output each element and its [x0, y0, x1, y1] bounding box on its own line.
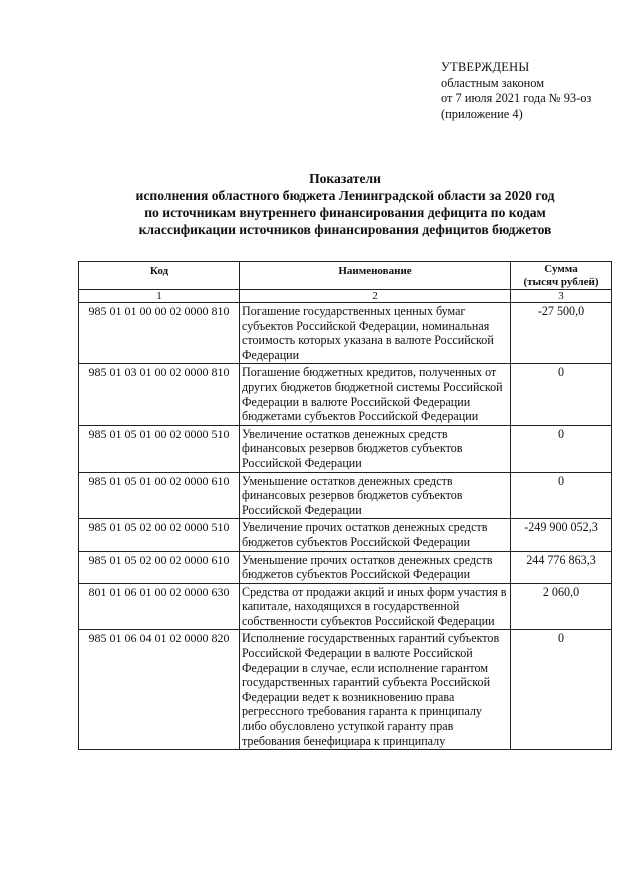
row-sum: 0 — [511, 630, 612, 750]
row-code: 985 01 03 01 00 02 0000 810 — [79, 364, 240, 425]
table-row — [79, 519, 612, 551]
row-name: Уменьшение прочих остатков денежных средств бюджетов субъектов Российской Федерации — [240, 551, 511, 583]
approval-appendix: (приложение 4) — [441, 106, 523, 121]
row-code: 801 01 06 01 00 02 0000 630 — [79, 583, 240, 630]
header-sum-label: Сумма — [544, 263, 578, 275]
header-name: Наименование — [240, 262, 511, 290]
table-row — [79, 551, 612, 583]
table-row — [79, 425, 612, 472]
row-code: 985 01 06 04 01 02 0000 820 — [79, 630, 240, 750]
row-code: 985 01 05 01 00 02 0000 610 — [79, 472, 240, 519]
row-name: Увеличение прочих остатков денежных средств бюджетов субъектов Российской Федерации — [240, 519, 511, 551]
row-sum: 2 060,0 — [511, 583, 612, 630]
approval-law: областным законом — [441, 75, 545, 90]
row-name: Погашение бюджетных кредитов, полученных от других бюджетов бюджетной системы Российской Федерации в валюте Российской Федерации бюджетами субъектов Российской Федерации — [240, 364, 511, 425]
header-sum — [511, 262, 612, 290]
table-row — [79, 303, 612, 364]
row-name: Увеличение остатков денежных средств финансовых резервов бюджетов субъектов Российской Федерации — [240, 425, 511, 472]
column-number: 2 — [240, 290, 511, 303]
row-sum: 0 — [511, 364, 612, 425]
row-code: 985 01 05 02 00 02 0000 510 — [79, 519, 240, 551]
row-sum: 0 — [511, 425, 612, 472]
row-name: Погашение государственных ценных бумаг субъектов Российской Федерации, номинальная стоимость которых указана в валюте Российской Федерации — [240, 303, 511, 364]
document-title — [78, 170, 612, 238]
row-name: Исполнение государственных гарантий субъектов Российской Федерации в валюте Российской Федерации в случае, если исполнение гарантом государственных гарантий субъекта Российской Федерации ведет к возникновению права регрессного требования гаранта к принципалу либо обусловлено уступкой гаранту прав требования бенефициара к принципалу — [240, 630, 511, 750]
title-line-2: исполнения областного бюджета Ленинградской области за 2020 год — [135, 188, 555, 203]
table-row — [79, 583, 612, 630]
title-line-1: Показатели — [309, 171, 381, 186]
table-header-row — [79, 262, 612, 290]
financing-table — [78, 261, 612, 750]
row-sum: 0 — [511, 472, 612, 519]
row-code: 985 01 05 02 00 02 0000 610 — [79, 551, 240, 583]
row-name: Уменьшение остатков денежных средств финансовых резервов бюджетов субъектов Российской Федерации — [240, 472, 511, 519]
column-number-row — [79, 290, 612, 303]
row-name: Средства от продажи акций и иных форм участия в капитале, находящихся в государственной собственности субъектов Российской Федерации — [240, 583, 511, 630]
row-sum: -27 500,0 — [511, 303, 612, 364]
table-row — [79, 364, 612, 425]
approval-date: от 7 июля 2021 года № 93-оз — [441, 91, 592, 105]
header-code: Код — [79, 262, 240, 290]
column-number: 1 — [79, 290, 240, 303]
row-code: 985 01 05 01 00 02 0000 510 — [79, 425, 240, 472]
column-number: 3 — [511, 290, 612, 303]
row-sum: -249 900 052,3 — [511, 519, 612, 551]
approval-stamp — [441, 60, 591, 122]
table-row — [79, 630, 612, 750]
title-line-4: классификации источников финансирования дефицитов бюджетов — [138, 222, 552, 237]
title-line-3: по источникам внутреннего финансирования дефицита по кодам — [144, 205, 546, 220]
header-sum-unit: (тысяч рублей) — [523, 275, 599, 288]
row-code: 985 01 01 00 00 02 0000 810 — [79, 303, 240, 364]
approval-heading: УТВЕРЖДЕНЫ — [441, 60, 530, 74]
row-sum: 244 776 863,3 — [511, 551, 612, 583]
table-row — [79, 472, 612, 519]
